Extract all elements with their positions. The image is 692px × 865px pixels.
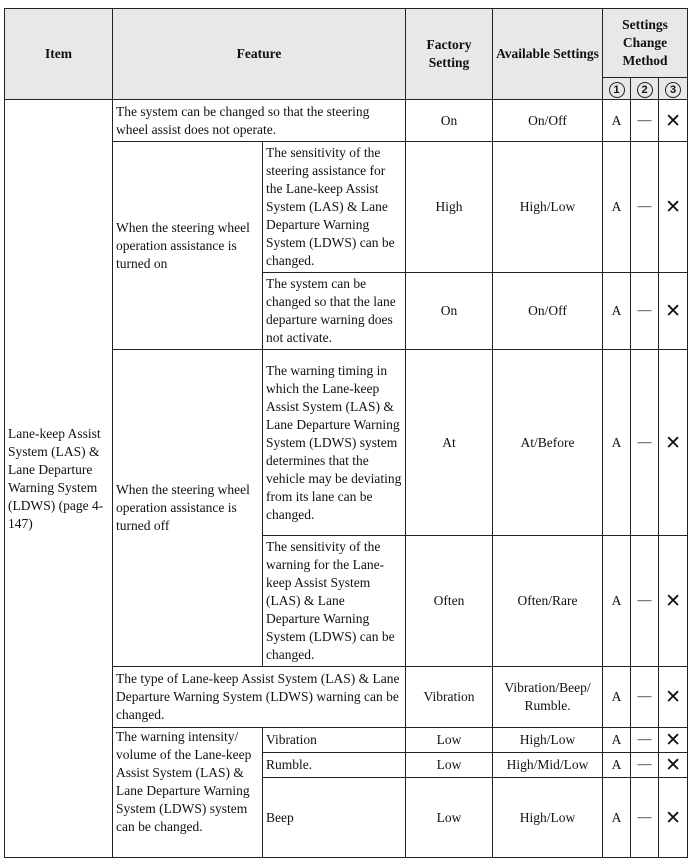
method-col-3	[659, 78, 688, 100]
method-2-cell: —	[631, 778, 659, 858]
method-col-1	[603, 78, 631, 100]
header-factory-setting: Factory Setting	[406, 9, 493, 100]
method-3-cell: ✕	[659, 273, 688, 350]
factory-cell: At	[406, 350, 493, 536]
settings-table	[4, 8, 688, 858]
available-cell: High/Low	[493, 142, 603, 273]
available-cell: Often/Rare	[493, 536, 603, 667]
method-2-cell: —	[631, 728, 659, 753]
available-cell: At/Before	[493, 350, 603, 536]
method-3-cell: ✕	[659, 778, 688, 858]
circled-number-2: 2	[637, 82, 653, 98]
feature-cell: The system can be changed so that the steering wheel assist does not operate.	[113, 100, 406, 142]
available-cell: On/Off	[493, 100, 603, 142]
method-1-cell: A	[603, 778, 631, 858]
header-feature: Feature	[113, 9, 406, 100]
method-col-2	[631, 78, 659, 100]
method-3-cell: ✕	[659, 350, 688, 536]
method-3-cell: ✕	[659, 142, 688, 273]
table-row	[5, 100, 688, 142]
item-cell: Lane-keep Assist System (LAS) & Lane Departure Warning System (LDWS) (page 4-147)	[5, 100, 113, 858]
method-3-cell: ✕	[659, 536, 688, 667]
group-cell-warning-intensity: The warning intensity/ volume of the Lane-keep Assist System (LAS) & Lane Departure Warning System (LDWS) system can be changed.	[113, 728, 263, 858]
feature-cell: Beep	[263, 778, 406, 858]
circled-number-1: 1	[609, 82, 625, 98]
method-3-cell: ✕	[659, 100, 688, 142]
method-1-cell: A	[603, 667, 631, 728]
feature-cell: The system can be changed so that the lane departure warning does not activate.	[263, 273, 406, 350]
method-1-cell: A	[603, 753, 631, 778]
feature-cell: Rumble.	[263, 753, 406, 778]
header-available-settings: Available Settings	[493, 9, 603, 100]
header-settings-change-method: Settings Change Method	[603, 9, 688, 78]
available-cell: Vibration/Beep/ Rumble.	[493, 667, 603, 728]
method-1-cell: A	[603, 273, 631, 350]
method-3-cell: ✕	[659, 753, 688, 778]
method-2-cell: —	[631, 753, 659, 778]
factory-cell: Low	[406, 778, 493, 858]
available-cell: On/Off	[493, 273, 603, 350]
available-cell: High/Low	[493, 778, 603, 858]
feature-cell: The sensitivity of the steering assistance for the Lane-keep Assist System (LAS) & Lane Departure Warning System (LDWS) can be changed.	[263, 142, 406, 273]
factory-cell: Low	[406, 753, 493, 778]
method-2-cell: —	[631, 273, 659, 350]
circled-number-3: 3	[665, 82, 681, 98]
method-1-cell: A	[603, 142, 631, 273]
factory-cell: On	[406, 100, 493, 142]
method-1-cell: A	[603, 536, 631, 667]
feature-cell: Vibration	[263, 728, 406, 753]
header-item: Item	[5, 9, 113, 100]
method-2-cell: —	[631, 350, 659, 536]
feature-cell: The sensitivity of the warning for the Lane-keep Assist System (LAS) & Lane Departure Warning System (LDWS) can be changed.	[263, 536, 406, 667]
method-2-cell: —	[631, 100, 659, 142]
available-cell: High/Low	[493, 728, 603, 753]
factory-cell: Vibration	[406, 667, 493, 728]
method-2-cell: —	[631, 667, 659, 728]
method-1-cell: A	[603, 350, 631, 536]
method-2-cell: —	[631, 536, 659, 667]
group-cell-assist-off: When the steering wheel operation assistance is turned off	[113, 350, 263, 667]
factory-cell: Low	[406, 728, 493, 753]
group-cell-assist-on: When the steering wheel operation assistance is turned on	[113, 142, 263, 350]
factory-cell: Often	[406, 536, 493, 667]
feature-cell: The type of Lane-keep Assist System (LAS) & Lane Departure Warning System (LDWS) warning can be changed.	[113, 667, 406, 728]
method-1-cell: A	[603, 100, 631, 142]
method-1-cell: A	[603, 728, 631, 753]
factory-cell: High	[406, 142, 493, 273]
method-2-cell: —	[631, 142, 659, 273]
available-cell: High/Mid/Low	[493, 753, 603, 778]
factory-cell: On	[406, 273, 493, 350]
method-3-cell: ✕	[659, 667, 688, 728]
feature-cell: The warning timing in which the Lane-keep Assist System (LAS) & Lane Departure Warning System (LDWS) system determines that the vehicle may be deviating from its lane can be changed.	[263, 350, 406, 536]
method-3-cell: ✕	[659, 728, 688, 753]
